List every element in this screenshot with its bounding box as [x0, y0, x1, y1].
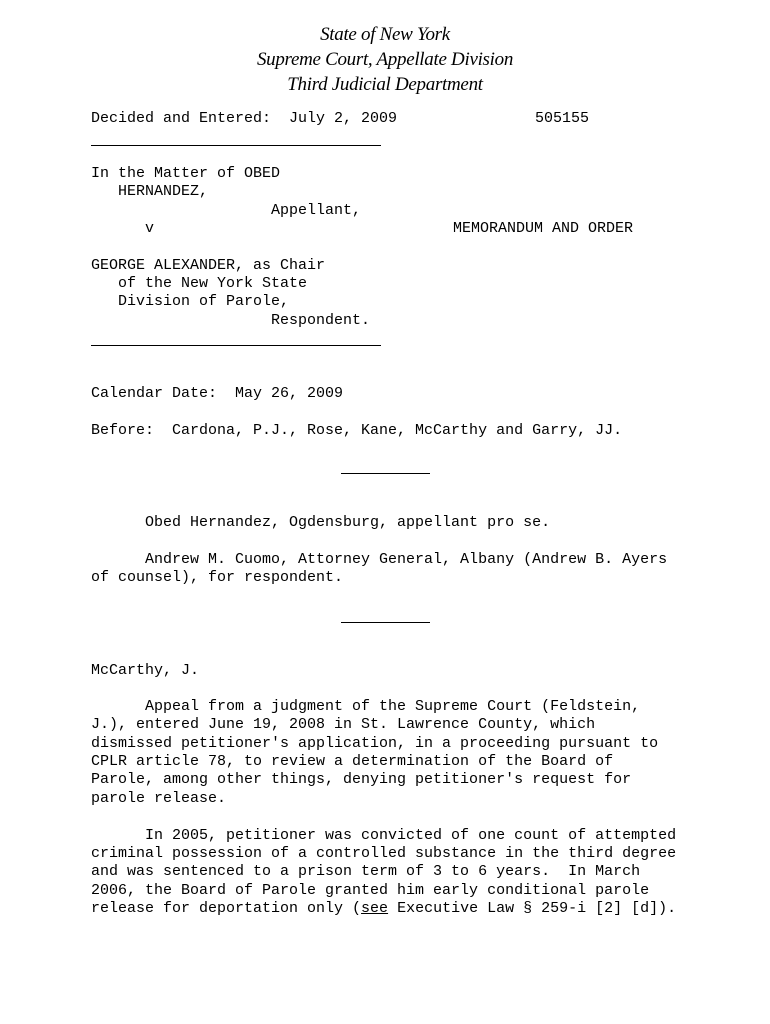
decided-entered-date: Decided and Entered: July 2, 2009 [91, 110, 398, 127]
court-state: State of New York [320, 24, 450, 45]
respondent-name-line2: of the New York State [91, 275, 308, 292]
respondent-name-line1: GEORGE ALEXANDER, as Chair [91, 257, 326, 274]
appellant-counsel: Obed Hernandez, Ogdensburg, appellant pro se. [91, 514, 551, 531]
paragraph2-line-last [91, 900, 676, 918]
paragraph2-last-before: release for deportation only ( [91, 900, 362, 917]
respondent-counsel-line1: Andrew M. Cuomo, Attorney General, Albany (Andrew B. Ayers [91, 551, 668, 568]
court-name: Supreme Court, Appellate Division [256, 49, 514, 70]
caption-bottom-rule [91, 345, 381, 346]
see-signal: see [361, 900, 389, 917]
paragraph1-line: Parole, among other things, denying petitioner's request for [91, 771, 632, 788]
versus: v [91, 220, 155, 237]
panel-before: Before: Cardona, P.J., Rose, Kane, McCarthy and Garry, JJ. [91, 422, 623, 439]
paragraph2-last-after: Executive Law § 259-i [2] [d]). [388, 900, 677, 917]
respondent-name-line3: Division of Parole, [91, 293, 290, 310]
appellant-role: Appellant, [91, 202, 362, 219]
paragraph2-line: 2006, the Board of Parole granted him early conditional parole [91, 882, 650, 899]
paragraph1-line: parole release. [91, 790, 227, 807]
memorandum-and-order-title: MEMORANDUM AND ORDER [453, 220, 634, 237]
appellant-name-line1: In the Matter of OBED [91, 165, 281, 182]
paragraph1-line: J.), entered June 19, 2008 in St. Lawrence County, which [91, 716, 596, 733]
caption-top-rule [91, 145, 381, 146]
paragraph2-line: criminal possession of a controlled substance in the third degree [91, 845, 677, 862]
paragraph1-line: Appeal from a judgment of the Supreme Court (Feldstein, [91, 698, 641, 715]
paragraph1-line: dismissed petitioner's application, in a proceeding pursuant to [91, 735, 659, 752]
respondent-counsel-line2: of counsel), for respondent. [91, 569, 344, 586]
court-header [0, 22, 770, 97]
respondent-role: Respondent. [91, 312, 371, 329]
paragraph2-line: In 2005, petitioner was convicted of one count of attempted [91, 827, 677, 844]
opinion-author: McCarthy, J. [91, 662, 200, 679]
court-department: Third Judicial Department [287, 74, 483, 95]
separator-rule-1 [341, 473, 430, 474]
calendar-date: Calendar Date: May 26, 2009 [91, 385, 344, 402]
separator-rule-2 [341, 622, 430, 623]
docket-number: 505155 [535, 110, 590, 127]
appellant-name-line2: HERNANDEZ, [91, 183, 209, 200]
paragraph1-line: CPLR article 78, to review a determination of the Board of [91, 753, 614, 770]
paragraph2-line: and was sentenced to a prison term of 3 to 6 years. In March [91, 863, 641, 880]
